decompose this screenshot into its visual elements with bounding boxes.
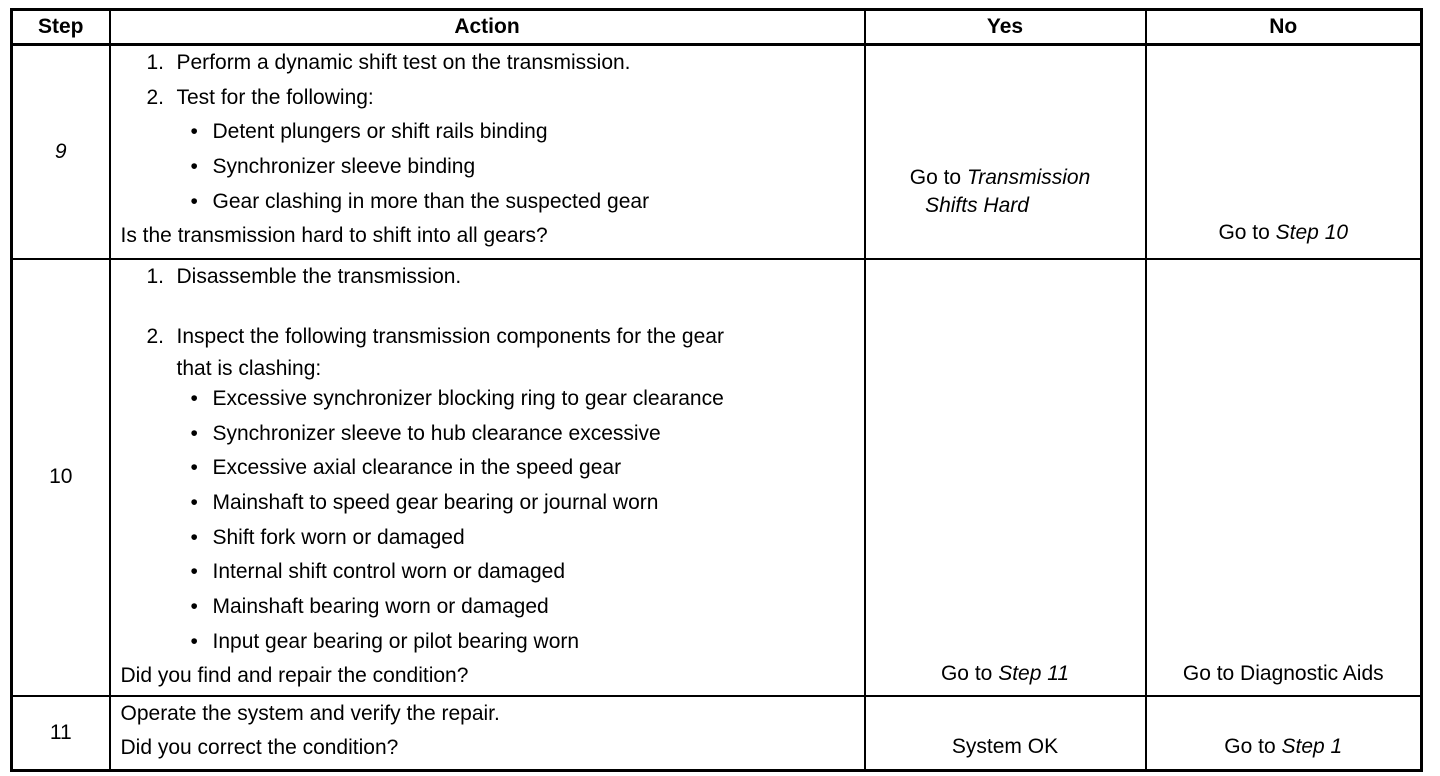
- yes-result: System OK: [951, 734, 1059, 758]
- bullet-item: • Excessive axial clearance in the speed gear: [190, 456, 622, 480]
- no-result: Go to Step 10: [1218, 221, 1349, 244]
- yes-cell: [865, 259, 1146, 696]
- header-action: Action: [110, 10, 865, 45]
- bullet-item: • Internal shift control worn or damaged: [190, 560, 566, 584]
- step-number: 11: [12, 696, 110, 771]
- table-row-step-11: [12, 696, 1422, 771]
- header-yes: Yes: [865, 10, 1146, 45]
- header-step: Step: [12, 10, 110, 45]
- action-cell: [110, 259, 865, 696]
- action-text: Operate the system and verify the repair.: [120, 701, 500, 725]
- numbered-item: 2. Test for the following:: [146, 85, 374, 109]
- action-cell: [110, 696, 865, 771]
- yes-cell: [865, 45, 1146, 259]
- no-result: Go to Step 1: [1224, 734, 1343, 758]
- table-row-step-9: [12, 45, 1422, 259]
- yes-result-line2: Shifts Hard: [925, 194, 1029, 217]
- table-header-row: [12, 10, 1422, 45]
- diagnostic-table: [10, 8, 1423, 772]
- bullet-item: • Synchronizer sleeve to hub clearance excessive: [190, 421, 661, 445]
- question-text: Did you find and repair the condition?: [120, 664, 469, 688]
- bullet-item: • Shift fork worn or damaged: [190, 525, 465, 549]
- yes-result-line1: Go to Transmission: [909, 166, 1091, 189]
- action-cell: [110, 45, 865, 259]
- bullet-item: • Mainshaft to speed gear bearing or journal worn: [190, 490, 659, 514]
- bullet-item: • Excessive synchronizer blocking ring to gear clearance: [190, 386, 724, 410]
- bullet-item: • Gear clashing in more than the suspected gear: [190, 189, 650, 213]
- yes-result: Go to Step 11: [940, 661, 1070, 685]
- step-number: 9: [12, 45, 110, 259]
- question-text: Did you correct the condition?: [120, 736, 399, 760]
- no-cell: [1146, 696, 1422, 771]
- numbered-item: 1. Disassemble the transmission.: [146, 264, 462, 288]
- numbered-item-continuation: that is clashing:: [176, 356, 322, 380]
- step-number: 10: [12, 259, 110, 696]
- no-cell: [1146, 45, 1422, 259]
- bullet-item: • Detent plungers or shift rails binding: [190, 120, 548, 144]
- no-result: Go to Diagnostic Aids: [1182, 661, 1384, 685]
- yes-cell: [865, 696, 1146, 771]
- bullet-item: • Mainshaft bearing worn or damaged: [190, 595, 549, 618]
- question-text: Is the transmission hard to shift into all gears?: [120, 224, 548, 248]
- numbered-item: 1. Perform a dynamic shift test on the transmission.: [146, 51, 631, 74]
- bullet-item: • Input gear bearing or pilot bearing worn: [190, 629, 580, 653]
- bullet-item: • Synchronizer sleeve binding: [190, 155, 476, 179]
- diagnostic-table-page: [10, 8, 1420, 769]
- numbered-item: 2. Inspect the following transmission components for the gear: [146, 325, 724, 349]
- table-row-step-10: [12, 259, 1422, 696]
- header-no: No: [1146, 10, 1422, 45]
- no-cell: [1146, 259, 1422, 696]
